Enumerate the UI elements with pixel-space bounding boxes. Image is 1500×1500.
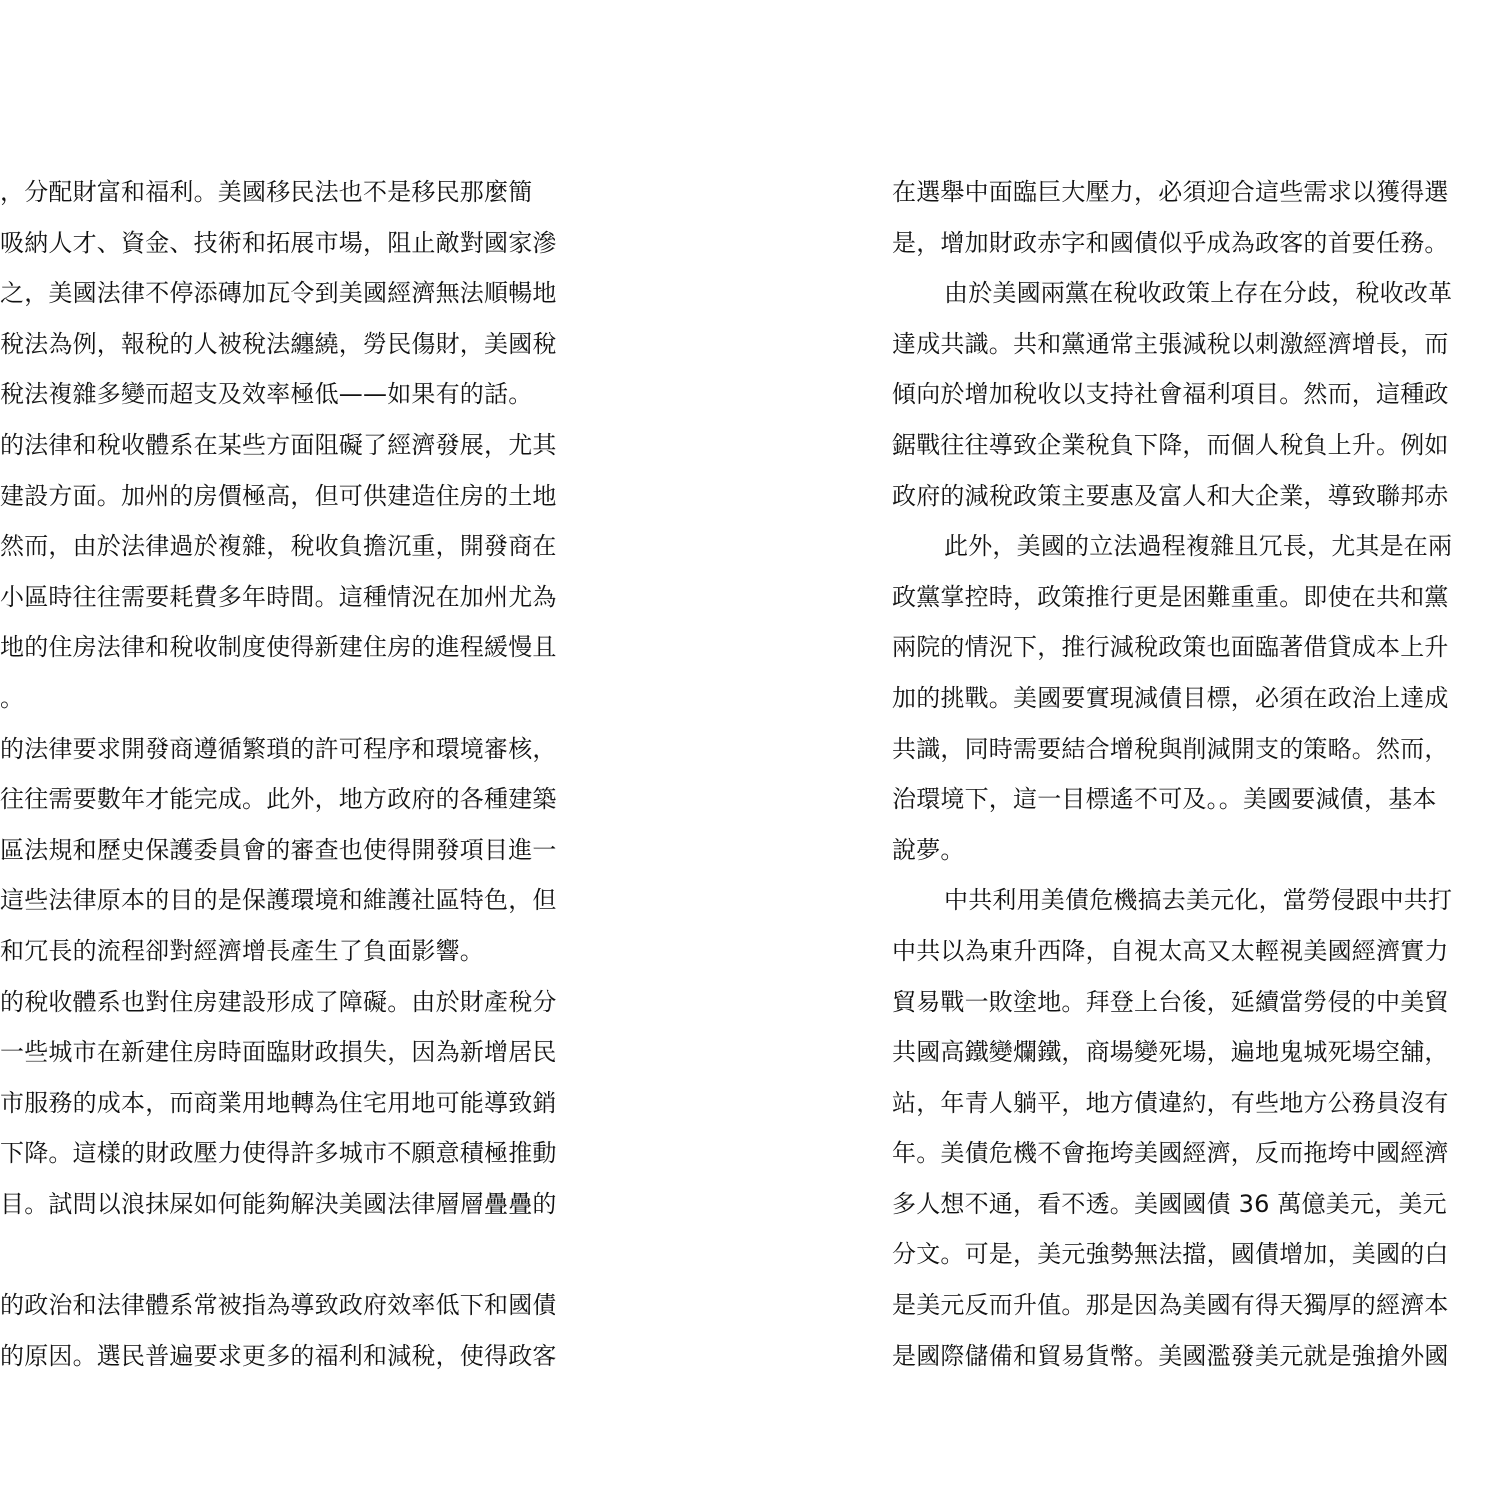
text-line: 和冗長的流程卻對經濟增長產生了負面影響。: [0, 936, 484, 965]
text-line: 這些法律原本的目的是保護環境和維護社區特色，但: [0, 886, 557, 915]
text-line: 往往需要數年才能完成。此外，地方政府的各種建築: [0, 785, 557, 814]
text-line: 政黨掌控時，政策推行更是困難重重。即使在共和黨: [892, 582, 1449, 611]
text-line: 中共利用美債危機搞去美元化，當勞侵跟中共打: [944, 886, 1453, 915]
text-line: 加的挑戰。美國要實現減債目標，必須在政治上達成: [892, 683, 1449, 712]
text-line: [0, 1229, 610, 1280]
text-line: 站，年青人躺平，地方債違約，有些地方公務員沒有: [892, 1088, 1449, 1117]
text-line: 地的住房法律和稅收制度使得新建住房的進程緩慢且: [0, 633, 557, 662]
text-line: 政府的減稅政策主要惠及富人和大企業，導致聯邦赤: [892, 481, 1449, 510]
text-line: 一些城市在新建住房時面臨財政損失，因為新增居民: [0, 1038, 557, 1067]
text-line: 的政治和法律體系常被指為導致政府效率低下和國債: [0, 1291, 557, 1320]
text-line: 兩院的情況下，推行減稅政策也面臨著借貸成本上升: [892, 633, 1449, 662]
text-line: 鋸戰往往導致企業稅負下降，而個人稅負上升。例如: [892, 430, 1449, 459]
text-line: 達成共識。共和黨通常主張減稅以刺激經濟增長，而: [892, 329, 1449, 358]
text-line: 是，增加財政赤字和國債似乎成為政客的首要任務。: [892, 228, 1449, 257]
text-line: 下降。這樣的財政壓力使得許多城市不願意積極推動: [0, 1139, 557, 1168]
text-line: 稅法為例，報稅的人被稅法纏繞，勞民傷財，美國稅: [0, 329, 557, 358]
text-line: 是國際儲備和貿易貨幣。美國濫發美元就是強搶外國: [892, 1341, 1449, 1370]
text-line: 共識，同時需要結合增稅與削減開支的策略。然而，: [892, 734, 1449, 763]
left-text-column: [0, 167, 610, 1397]
text-line: 治環境下，這一目標遙不可及。。美國要減債，基本: [892, 785, 1437, 814]
text-line: 年。美債危機不會拖垮美國經濟，反而拖垮中國經濟: [892, 1139, 1449, 1168]
text-line: 分文。可是，美元強勢無法擋，國債增加，美國的白: [892, 1240, 1449, 1269]
text-line: 貿易戰一敗塗地。拜登上台後，延續當勞侵的中美貿: [892, 987, 1449, 1016]
right-text-column: [892, 167, 1500, 1397]
text-line: 此外，美國的立法過程複雜且冗長，尤其是在兩: [944, 532, 1453, 561]
text-line: 市服務的成本，而商業用地轉為住宅用地可能導致銷: [0, 1088, 557, 1117]
text-line: 在選舉中面臨巨大壓力，必須迎合這些需求以獲得選: [892, 178, 1449, 206]
text-line: 共國高鐵變爛鐵，商場變死場，遍地鬼城死場空舖，: [892, 1038, 1449, 1067]
text-line: 區法規和歷史保護委員會的審查也使得開發項目進一: [0, 835, 557, 864]
text-line: 目。試問以浪抹屎如何能夠解決美國法律層層疊疊的: [0, 1189, 557, 1218]
text-line: 多人想不通，看不透。美國國債 36 萬億美元，美元: [892, 1189, 1447, 1218]
text-line: 是美元反而升值。那是因為美國有得天獨厚的經濟本: [892, 1291, 1449, 1320]
text-line: 由於美國兩黨在稅收政策上存在分歧，稅收改革: [944, 279, 1453, 308]
text-line: 建設方面。加州的房價極高，但可供建造住房的土地: [0, 481, 557, 510]
text-line: 中共以為東升西降，自視太高又太輕視美國經濟實力: [892, 936, 1449, 965]
text-line: 。: [0, 683, 25, 712]
text-line: 傾向於增加稅收以支持社會福利項目。然而，這種政: [892, 380, 1449, 409]
text-line: 之，美國法律不停添磚加瓦令到美國經濟無法順暢地: [0, 279, 557, 308]
text-line: 的法律要求開發商遵循繁瑣的許可程序和環境審核，: [0, 734, 557, 763]
text-line: 的原因。選民普遍要求更多的福利和減稅，使得政客: [0, 1341, 557, 1370]
text-line: 吸納人才、資金、技術和拓展市場，阻止敵對國家滲: [0, 228, 557, 257]
text-line: 的稅收體系也對住房建設形成了障礙。由於財產稅分: [0, 987, 557, 1016]
text-line: 然而，由於法律過於複雜，稅收負擔沉重，開發商在: [0, 532, 557, 561]
text-line: 說夢。: [892, 835, 965, 864]
text-line: 的法律和稅收體系在某些方面阻礙了經濟發展，尤其: [0, 430, 557, 459]
text-line: 小區時往往需要耗費多年時間。這種情況在加州尤為: [0, 582, 557, 611]
text-line: 稅法複雜多變而超支及效率極低——如果有的話。: [0, 380, 533, 409]
text-line: ，分配財富和福利。美國移民法也不是移民那麼簡: [0, 178, 533, 206]
